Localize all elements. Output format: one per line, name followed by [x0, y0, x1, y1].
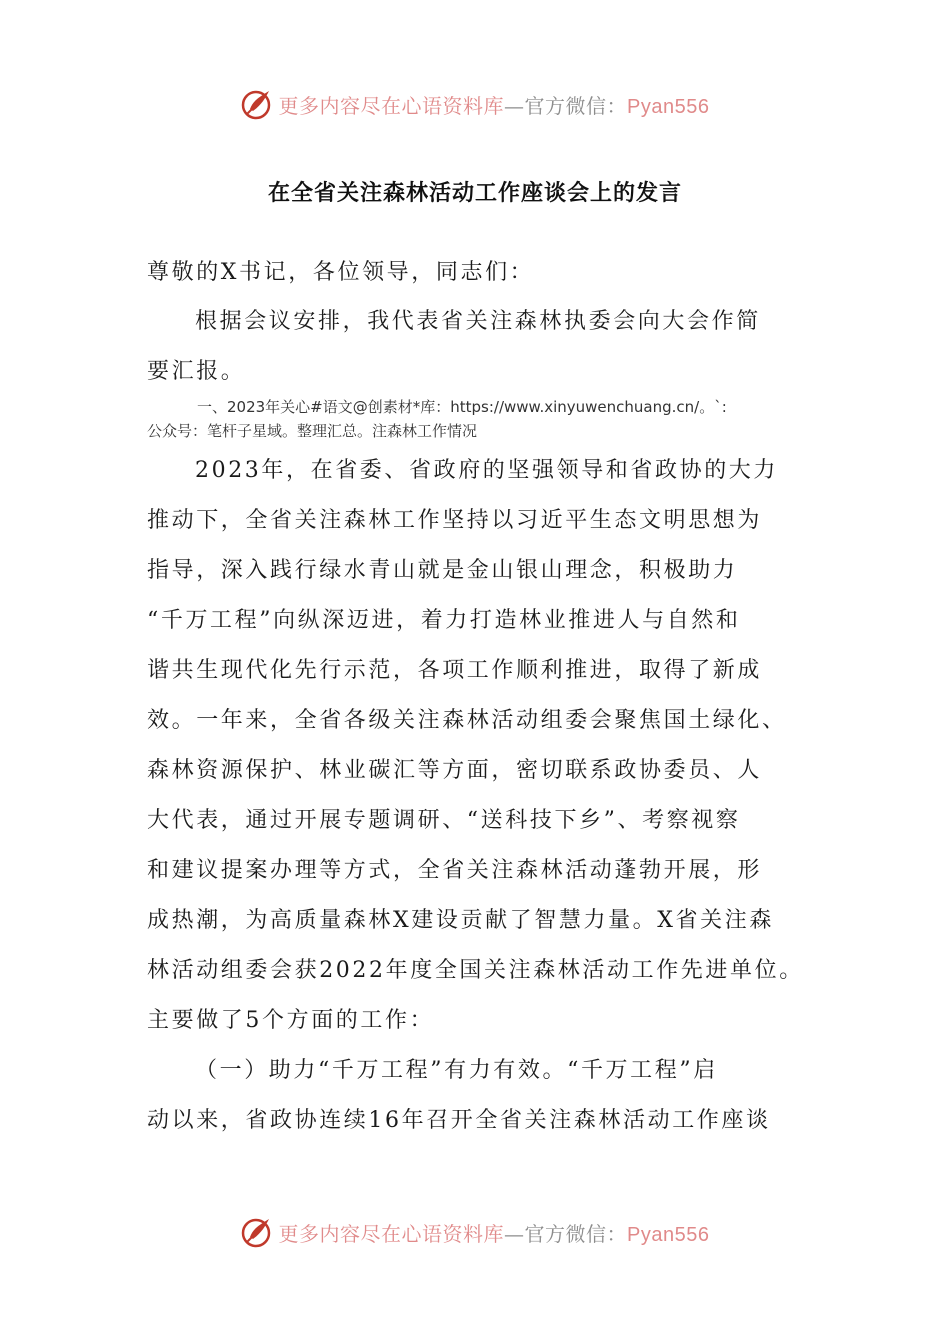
- paragraph-line: 要汇报。: [147, 359, 246, 384]
- paragraph-line: 和建议提案办理等方式，全省关注森林活动蓬勃开展，形: [147, 858, 763, 883]
- pen-logo-icon: [241, 87, 275, 121]
- paragraph-line: 林活动组委会获2022年度全国关注森林活动工作先进单位。: [147, 958, 804, 983]
- pen-logo-icon: [241, 1215, 275, 1249]
- paragraph-line: 大代表，通过开展专题调研、“送科技下乡”、考察视察: [147, 808, 741, 833]
- paragraph-main: [147, 446, 817, 1146]
- watermark-dash: —: [504, 93, 525, 118]
- watermark-text: [279, 1218, 710, 1247]
- watermark-official: 官方微信：: [524, 1221, 628, 1246]
- watermark-brand: 更多内容尽在心语资料库: [278, 93, 505, 118]
- paragraph-line: 推动下，全省关注森林工作坚持以习近平生态文明思想为: [147, 508, 763, 533]
- watermark-dash: —: [504, 1221, 525, 1246]
- paragraph-line: 主要做了5个方面的工作：: [147, 1008, 435, 1033]
- paragraph-line: 谐共生现代化先行示范，各项工作顺利推进，取得了新成: [147, 658, 763, 683]
- paragraph-line: “千万工程”向纵深迈进，着力打造林业推进人与自然和: [147, 608, 741, 633]
- watermark-brand: 更多内容尽在心语资料库: [278, 1221, 505, 1246]
- document-title: 在全省关注森林活动工作座谈会上的发言: [267, 181, 682, 206]
- paragraph-line: 2023年，在省委、省政府的坚强领导和省政协的大力: [195, 458, 778, 483]
- paragraph-line: 根据会议安排，我代表省关注森林执委会向大会作简: [195, 309, 761, 334]
- watermark-wechat-id: Pyan556: [627, 1223, 710, 1246]
- watermark-footer: [0, 1212, 950, 1252]
- paragraph-line: 效。一年来，全省各级关注森林活动组委会聚焦国土绿化、: [147, 708, 787, 733]
- inserted-note: [147, 395, 817, 443]
- paragraph-line: 指导，深入践行绿水青山就是金山银山理念，积极助力: [147, 558, 738, 583]
- salutation: [147, 248, 817, 298]
- paragraph-line: （一）助力“千万工程”有力有效。“千万工程”启: [195, 1058, 718, 1083]
- salutation-line: 尊敬的X书记，各位领导，同志们：: [147, 260, 535, 285]
- paragraph-intro: [147, 297, 817, 397]
- watermark-wechat-id: Pyan556: [627, 95, 710, 118]
- watermark-text: [279, 90, 710, 119]
- paragraph-line: 动以来，省政协连续16年召开全省关注森林活动工作座谈: [147, 1108, 771, 1133]
- paragraph-line: 成热潮，为高质量森林X建设贡献了智慧力量。X省关注森: [147, 908, 774, 933]
- paragraph-line: 森林资源保护、林业碳汇等方面，密切联系政协委员、人: [147, 758, 763, 783]
- note-line: 公众号：笔杆子星域。整理汇总。注森林工作情况: [147, 422, 478, 440]
- watermark-official: 官方微信：: [524, 93, 628, 118]
- note-line: 一、2023年关心#语文@创素材*库：https://www.xinyuwenchuang.cn/。`:: [197, 398, 727, 416]
- watermark-header: [0, 84, 950, 124]
